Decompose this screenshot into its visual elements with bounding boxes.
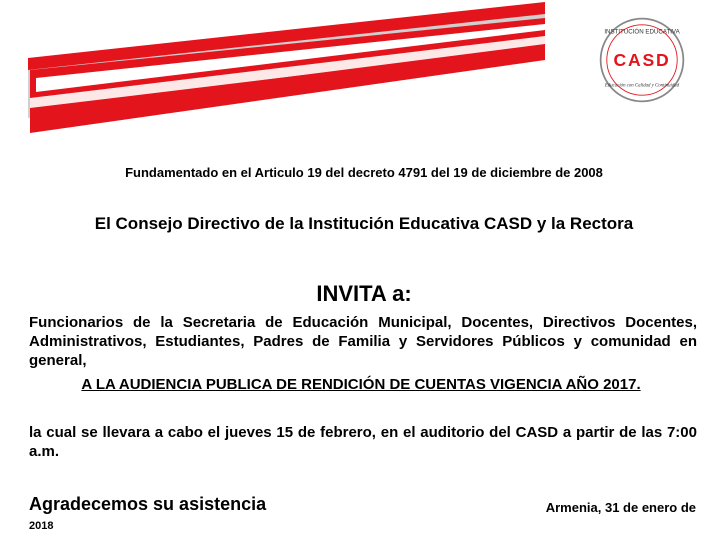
red-white-banner [0, 0, 560, 140]
svg-text:Educación con Calidad y Contin: Educación con Calidad y Continuidad [604, 83, 680, 89]
place-date: Armenia, 31 de enero de [545, 500, 696, 515]
event-details: la cual se llevara a cabo el jueves 15 de febrero, en el auditorio del CASD a partir de las 7:00 a.m. [29, 424, 697, 460]
invite-heading: INVITA a: [316, 281, 412, 306]
casd-logo [598, 16, 686, 104]
svg-text:INSTITUCIÓN EDUCATIVA: INSTITUCIÓN EDUCATIVA [604, 28, 680, 36]
legal-basis: Fundamentado en el Articulo 19 del decreto 4791 del 19 de diciembre de 2008 [125, 165, 603, 180]
recipients-paragraph: Funcionarios de la Secretaria de Educación Municipal, Docentes, Directivos Docentes, Administrativos, Estudiantes, Padres de Familia y Servidores Públicos y comunidad en general, [29, 314, 697, 369]
year: 2018 [29, 520, 54, 532]
council-line: El Consejo Directivo de la Institución Educativa CASD y la Rectora [94, 214, 634, 233]
svg-text:CASD: CASD [613, 50, 671, 71]
audience-line: A LA AUDIENCIA PUBLICA DE RENDICIÓN DE CUENTAS VIGENCIA AÑO 2017. [81, 376, 641, 393]
thanks-line: Agradecemos su asistencia [29, 494, 267, 514]
